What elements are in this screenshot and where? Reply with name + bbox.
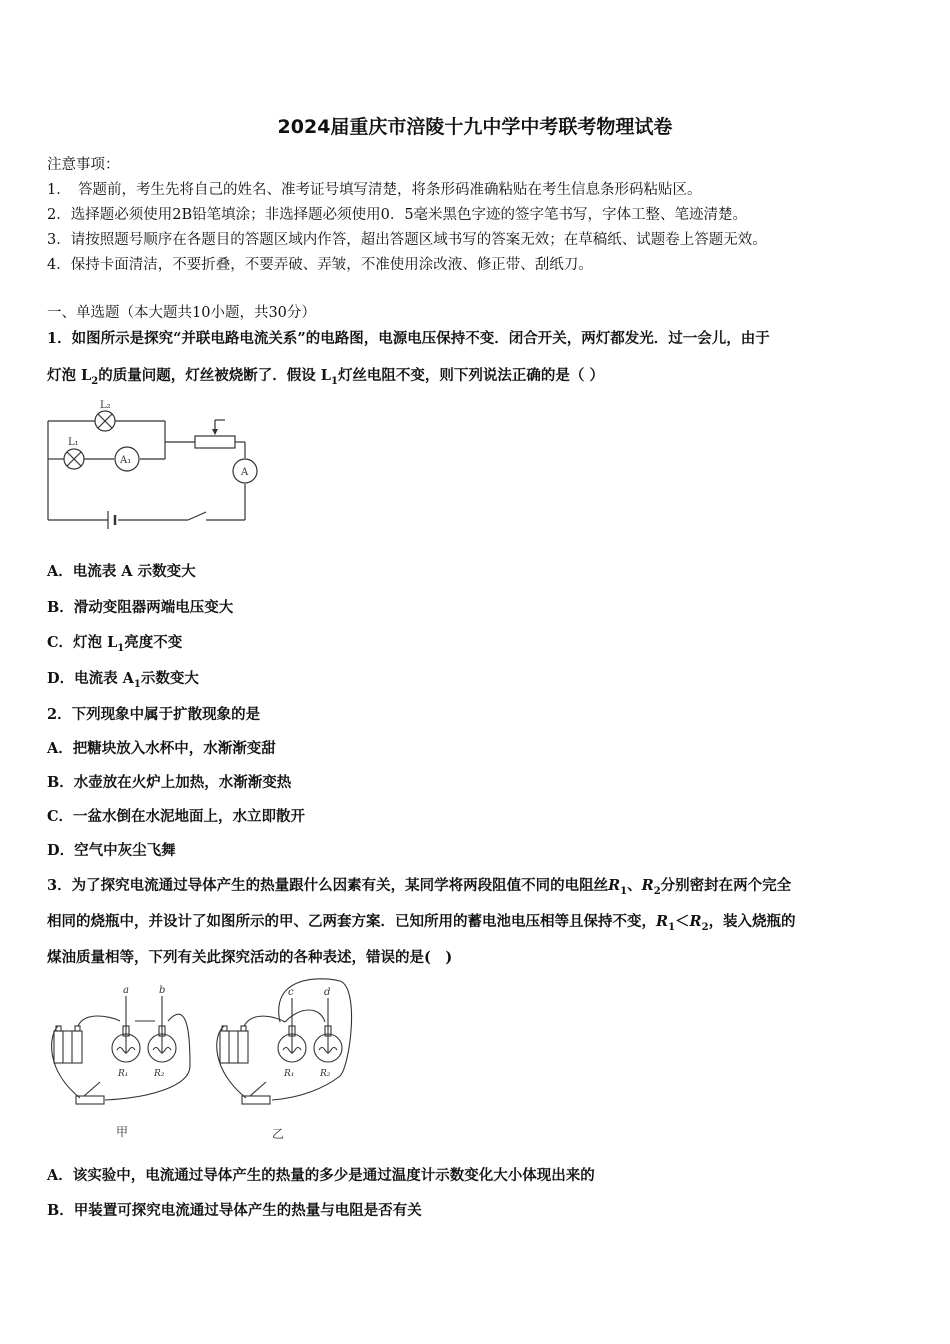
q2-option-a: A．把糖块放入水杯中，水渐渐变甜: [47, 740, 276, 757]
label-r2-yi: R₂: [320, 1069, 331, 1079]
q1-stem-line2: [47, 364, 604, 387]
q3-stem-line2: [47, 910, 796, 933]
q1-stem-sub-1: 2: [91, 375, 99, 387]
q3-stem-part-c: 相同的烧瓶中，并设计了如图所示的甲、乙两套方案．已知所用的蓄电池电压相等且保持不变，: [47, 913, 656, 930]
q1-option-c-sub: 1: [117, 642, 125, 654]
label-a: A: [241, 467, 249, 478]
q2-option-d: D．空气中灰尘飞舞: [47, 842, 176, 859]
q3-cmp-r2: R: [689, 913, 702, 930]
q2-stem: 2．下列现象中属于扩散现象的是: [47, 706, 261, 723]
q3-cmp-r1: R: [656, 913, 669, 930]
label-l1: L₁: [68, 437, 79, 448]
label-l2: L₂: [100, 400, 111, 411]
label-yi: 乙: [272, 1127, 285, 1141]
label-r1-yi: R₁: [284, 1069, 295, 1079]
q1-option-d-post: 示数变大: [140, 670, 199, 687]
q1-circuit-diagram: [40, 394, 270, 529]
q2-option-b: B．水壶放在火炉上加热，水渐渐变热: [47, 774, 292, 791]
q1-option-c: [47, 631, 182, 654]
q1-option-d-pre: D．电流表 A: [47, 670, 134, 687]
q3-stem-line3: 煤油质量相等，下列有关此探究活动的各种表述，错误的是( ): [47, 949, 453, 966]
q3-stem-part-d: ，装入烧瓶的: [708, 913, 796, 930]
label-a: a: [123, 985, 129, 996]
q3-cmp-r1-sub: 1: [668, 921, 676, 933]
q3-option-a: A．该实验中，电流通过导体产生的热量的多少是通过温度计示数变化大小体现出来的: [47, 1167, 595, 1184]
page-title: 2024届重庆市涪陵十九中学中考联考物理试卷: [277, 116, 673, 138]
switch-jia-icon: [76, 1082, 104, 1104]
q3-sep: 、: [627, 877, 642, 894]
q3-r2-sub: 2: [653, 885, 661, 897]
switch-yi-icon: [242, 1082, 270, 1104]
q3-r2: R: [641, 877, 654, 894]
label-d: d: [324, 987, 331, 998]
q2-option-c: C．一盆水倒在水泥地面上，水立即散开: [47, 808, 306, 825]
q1-option-c-pre: C．灯泡 L: [47, 634, 118, 651]
q3-apparatus-diagram: [40, 976, 360, 1146]
q3-r1: R: [608, 877, 621, 894]
battery-jia-icon: [54, 1031, 82, 1063]
q1-stem-sub-2: 1: [330, 375, 338, 387]
notice-heading: 注意事项：: [47, 157, 120, 173]
q3-option-b: B．甲装置可探究电流通过导体产生的热量与电阻是否有关: [47, 1202, 422, 1219]
section-heading: 一、单选题（本大题共10小题，共30分）: [47, 305, 316, 321]
q1-stem-line1: 1．如图所示是探究“并联电路电流关系”的电路图，电源电压保持不变．闭合开关，两灯都发光．过一会儿，由于: [47, 330, 770, 347]
flask-r2-jia-icon: [148, 996, 176, 1062]
q1-option-b: B．滑动变阻器两端电压变大: [47, 599, 234, 616]
q3-stem-line1: [47, 874, 791, 897]
flask-r2-yi-icon: [314, 998, 342, 1062]
notice-item-1: 1． 答题前，考生先将自己的姓名、准考证号填写清楚，将条形码准确粘贴在考生信息条形码粘贴区。: [47, 182, 702, 198]
q3-cmp-op: ＜: [675, 913, 690, 930]
q3-stem-part-b: 分别密封在两个完全: [660, 877, 792, 894]
q1-stem-part-b: 的质量问题，灯丝被烧断了．假设 L: [98, 367, 331, 384]
q3-stem-part-a: 3．为了探究电流通过导体产生的热量跟什么因素有关，某同学将两段阻值不同的电阻丝: [47, 877, 609, 894]
label-b: b: [159, 985, 166, 996]
notice-item-4: 4．保持卡面清洁，不要折叠，不要弄破、弄皱，不准使用涂改液、修正带、刮纸刀。: [47, 257, 593, 273]
q3-cmp-r2-sub: 2: [701, 921, 709, 933]
flask-r1-yi-icon: [278, 998, 306, 1062]
label-c: c: [288, 987, 294, 998]
q1-stem-part-c: 灯丝电阻不变，则下列说法正确的是（ ）: [337, 367, 604, 384]
q1-stem-part-a: 灯泡 L: [47, 367, 92, 384]
q1-option-c-post: 亮度不变: [124, 634, 183, 651]
q1-option-a: A．电流表 A 示数变大: [47, 563, 196, 580]
label-r1-jia: R₁: [118, 1069, 129, 1079]
lamp-l1-icon: [64, 449, 84, 469]
battery-yi-icon: [220, 1031, 248, 1063]
lamp-l2-icon: [95, 411, 115, 431]
label-r2-jia: R₂: [154, 1069, 165, 1079]
notice-item-3: 3．请按照题号顺序在各题目的答题区域内作答，超出答题区域书写的答案无效；在草稿纸、试题卷上答题无效。: [47, 232, 767, 248]
label-jia: 甲: [116, 1125, 129, 1139]
notice-item-2: 2．选择题必须使用2B铅笔填涂；非选择题必须使用0．5毫米黑色字迹的签字笔书写，字体工整、笔迹清楚。: [47, 207, 748, 223]
q3-r1-sub: 1: [620, 885, 628, 897]
q1-option-d-sub: 1: [133, 678, 141, 690]
q1-option-d: [47, 667, 199, 690]
label-a1: A₁: [120, 455, 132, 466]
flask-r1-jia-icon: [112, 996, 140, 1062]
